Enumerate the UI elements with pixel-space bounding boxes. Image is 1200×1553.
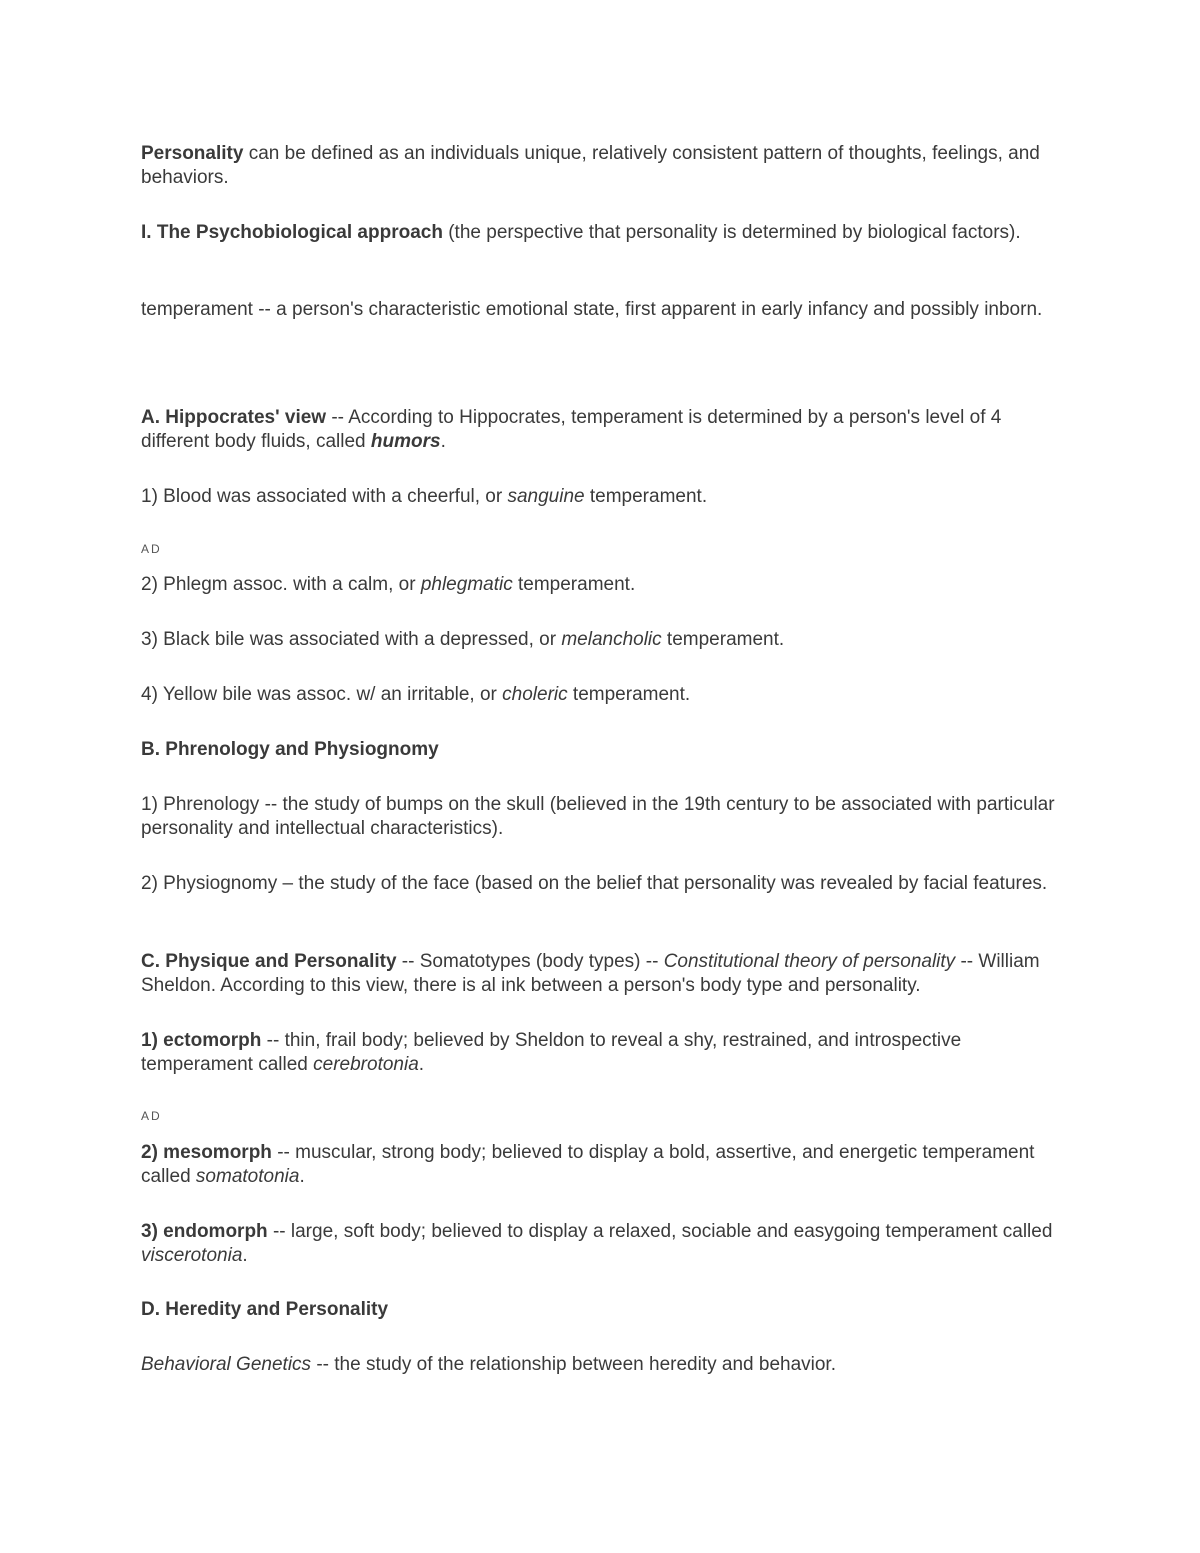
humor-item-1-pre: 1) Blood was associated with a cheerful, or	[141, 486, 508, 507]
body-type-2-text: -- muscular, strong body; believed to display a bold, assertive, and energetic temperament called	[141, 1142, 1035, 1187]
body-type-2-label: 2) mesomorph	[141, 1142, 272, 1163]
section-a-text: -- According to Hippocrates, temperament is determined by a person's level of 4 different body fluids, called	[141, 407, 1002, 452]
section-c-text-1: -- Somatotypes (body types) --	[396, 951, 664, 972]
section-a-paragraph	[141, 406, 1071, 454]
body-type-2-post: .	[299, 1166, 305, 1187]
body-type-3-term: viscerotonia	[141, 1245, 243, 1266]
intro-paragraph	[141, 142, 1071, 190]
body-type-1-term: cerebrotonia	[313, 1054, 419, 1075]
humor-item-4	[141, 683, 1071, 707]
behavioral-genetics-term: Behavioral Genetics	[141, 1354, 312, 1375]
body-type-2	[141, 1141, 1071, 1189]
humor-item-4-pre: 4) Yellow bile was assoc. w/ an irritable, or	[141, 684, 503, 705]
humor-item-2-term: phlegmatic	[420, 574, 513, 595]
section-d-title: D. Heredity and Personality	[141, 1299, 389, 1320]
section-i-title: I. The Psychobiological approach	[141, 222, 443, 243]
section-c-text-2: -- William Sheldon. According to this view, there is al ink between a person's body type and personality.	[141, 951, 1040, 996]
section-d-text: -- the study of the relationship between heredity and behavior.	[311, 1354, 836, 1375]
personality-term: Personality	[141, 143, 244, 164]
section-a-end: .	[440, 431, 446, 452]
section-b-item-2: 2) Physiognomy – the study of the face (based on the belief that personality was revealed by facial features.	[141, 873, 1048, 894]
body-type-1-label: 1) ectomorph	[141, 1030, 262, 1051]
body-type-1	[141, 1029, 1071, 1077]
humor-item-1-term: sanguine	[507, 486, 585, 507]
temperament-paragraph: temperament -- a person's characteristic emotional state, first apparent in early infancy and possibly inborn.	[141, 299, 1043, 320]
humor-item-3-post: temperament.	[661, 629, 785, 650]
humor-item-2	[141, 573, 1071, 597]
intro-text: can be defined as an individuals unique, relatively consistent pattern of thoughts, feelings, and behaviors.	[141, 143, 1040, 188]
body-type-2-term: somatotonia	[195, 1166, 300, 1187]
humor-item-4-term: choleric	[502, 684, 568, 705]
section-b-item-1: 1) Phrenology -- the study of bumps on the skull (believed in the 19th century to be associated with particular personality and intellectual characteristics).	[141, 794, 1055, 839]
humor-item-1	[141, 485, 1071, 509]
body-type-3-post: .	[242, 1245, 248, 1266]
section-c-theory: Constitutional theory of personality	[663, 951, 956, 972]
ad-label: AD	[141, 542, 162, 556]
body-type-1-text: -- thin, frail body; believed by Sheldon to reveal a shy, restrained, and introspective temperament called	[141, 1030, 962, 1075]
humor-item-2-post: temperament.	[512, 574, 636, 595]
humor-item-3-pre: 3) Black bile was associated with a depressed, or	[141, 629, 562, 650]
section-d-paragraph	[141, 1353, 1071, 1377]
humor-item-1-post: temperament.	[584, 486, 708, 507]
section-b-title: B. Phrenology and Physiognomy	[141, 739, 439, 760]
section-i-text: (the perspective that personality is determined by biological factors).	[442, 222, 1021, 243]
ad-label: AD	[141, 1109, 162, 1123]
body-type-3-text: -- large, soft body; believed to display a relaxed, sociable and easygoing temperament called	[267, 1221, 1053, 1242]
section-a-title: A. Hippocrates' view	[141, 407, 327, 428]
section-i-paragraph	[141, 221, 1071, 245]
section-c-paragraph	[141, 950, 1071, 998]
humor-item-4-post: temperament.	[567, 684, 691, 705]
body-type-3	[141, 1220, 1071, 1268]
body-type-1-post: .	[418, 1054, 425, 1075]
humor-item-3-term: melancholic	[561, 629, 662, 650]
body-type-3-label: 3) endomorph	[141, 1221, 268, 1242]
humors-term: humors	[370, 431, 441, 452]
humor-item-3	[141, 628, 1071, 652]
section-c-title: C. Physique and Personality	[141, 951, 397, 972]
humor-item-2-pre: 2) Phlegm assoc. with a calm, or	[141, 574, 421, 595]
